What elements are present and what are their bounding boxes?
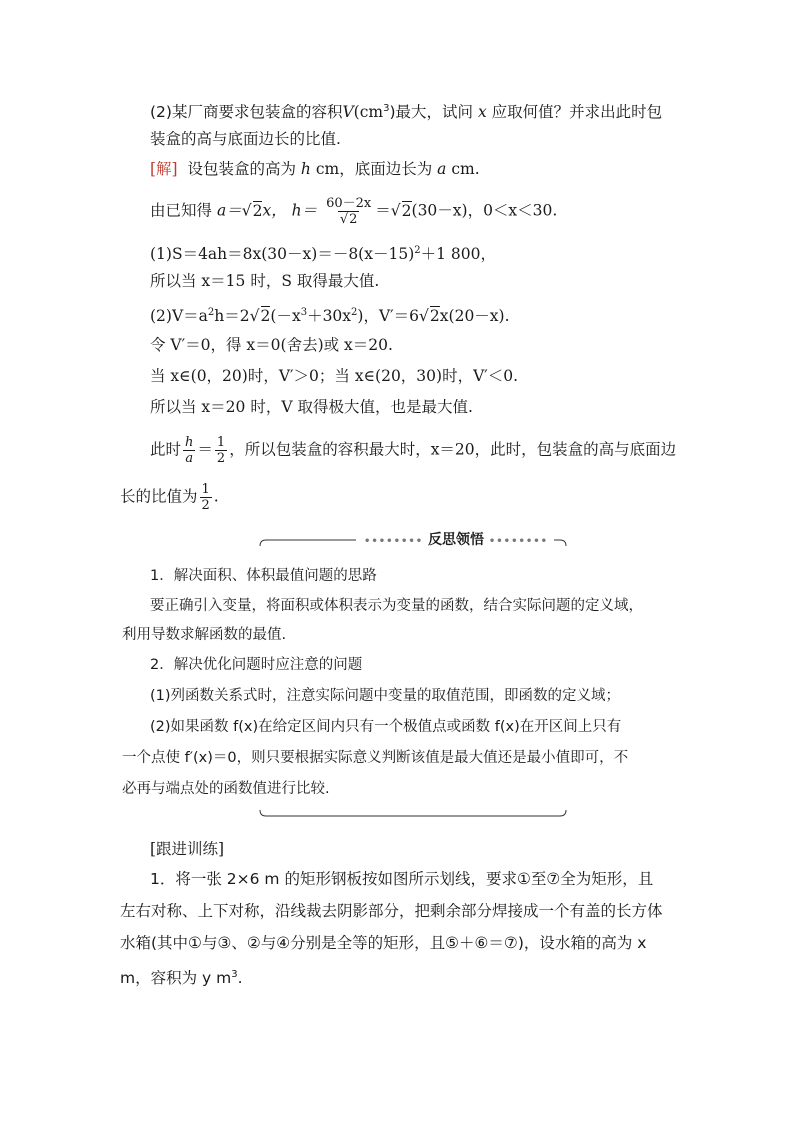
reflection-p1-title: 1．解决面积、体积最值问题的思路	[150, 568, 377, 584]
reflection-p2-line2: (2)如果函数 f(x)在给定区间内只有一个极值点或函数 f(x)在开区间上只有	[150, 719, 622, 735]
reflection-p1-line2: 利用导数求解函数的最值.	[122, 627, 287, 643]
solution-line10: 长的比值为 $\frac{1}{2}$ .	[120, 482, 219, 513]
solution-line8: 所以当 x＝20 时，V 取得极大值，也是最大值.	[150, 398, 473, 416]
fraction-h-over-a: $\frac{h}{a}$	[185, 435, 194, 466]
solution-line3: $(1)S=4ah=8x(30-x)=-8(x-15)^2+1$ 800，	[150, 245, 496, 264]
solution-line6: 令 V′＝0，得 x＝0(舍去)或 x＝20.	[150, 336, 393, 354]
problem2-line2: 装盒的高与底面边长的比值.	[150, 130, 341, 148]
reflection-p2-line4: 必再与端点处的函数值进行比较.	[122, 781, 330, 797]
practice-line2: 左右对称、上下对称，沿线裁去阴影部分，把剩余部分焊接成一个有盖的长方体	[120, 902, 663, 920]
practice-tag: [跟进训练]	[150, 840, 225, 858]
solution-line4: 所以当 x＝15 时，S 取得最大值.	[150, 272, 380, 290]
reflection-p2-title: 2．解决优化问题时应注意的问题	[150, 657, 363, 673]
solution-tag: [解]	[150, 160, 178, 178]
practice-line3: 水箱(其中①与③、②与④分别是全等的矩形，且⑤＋⑥＝⑦)，设水箱的高为 x	[120, 934, 647, 952]
solution-line9: 此时 $\frac{h}{a}$ ＝ $\frac{1}{2}$ ，所以包装盒的容积最大时，x＝20，此时，包装盒的高与底面边	[150, 435, 677, 466]
practice-line1: 1．将一张 2×6 m 的矩形钢板按如图所示划线，要求①至⑦全为矩形，且	[150, 870, 654, 888]
solution-line5: $(2)V=a^2h=2√2(-x^3+30x^2)$，V′＝6√2x(20－x).	[150, 307, 510, 326]
reflection-p1-line1: 要正确引入变量，将面积或体积表示为变量的函数，结合实际问题的定义域，	[150, 598, 643, 614]
fraction-one-half: $\frac{1}{2}$	[216, 435, 226, 466]
reflection-p2-line1: (1)列函数关系式时，注意实际问题中变量的取值范围，即函数的定义域；	[150, 688, 621, 704]
practice-line4: m，容积为 y $m^3$.	[120, 969, 243, 988]
solution-line2: 由已知得 a＝√2x， h＝ $\frac{60-2x}{√2}$ ＝√2(30－x)，0＜x＜30.	[150, 196, 558, 227]
fraction-h: $\frac{60-2x}{√2}$	[326, 196, 372, 227]
reflection-p2-line3: 一个点使 f′(x)＝0，则只要根据实际意义判断该值是最大值还是最小值即可，不	[122, 750, 629, 766]
reflection-title: •••••••• 反思领悟 ••••••••	[358, 529, 554, 549]
solution-line1: [解] 设包装盒的高为 h cm，底面边长为 a cm.	[150, 160, 480, 178]
fraction-ratio: $\frac{1}{2}$	[201, 482, 210, 513]
problem2-line1: (2)某厂商要求包装盒的容积$V(cm^3)$最大，试问 x 应取何值？并求出此时包	[150, 103, 663, 122]
solution-line7: 当 x∈(0，20)时，V′＞0；当 x∈(20，30)时，V′＜0.	[150, 367, 519, 385]
